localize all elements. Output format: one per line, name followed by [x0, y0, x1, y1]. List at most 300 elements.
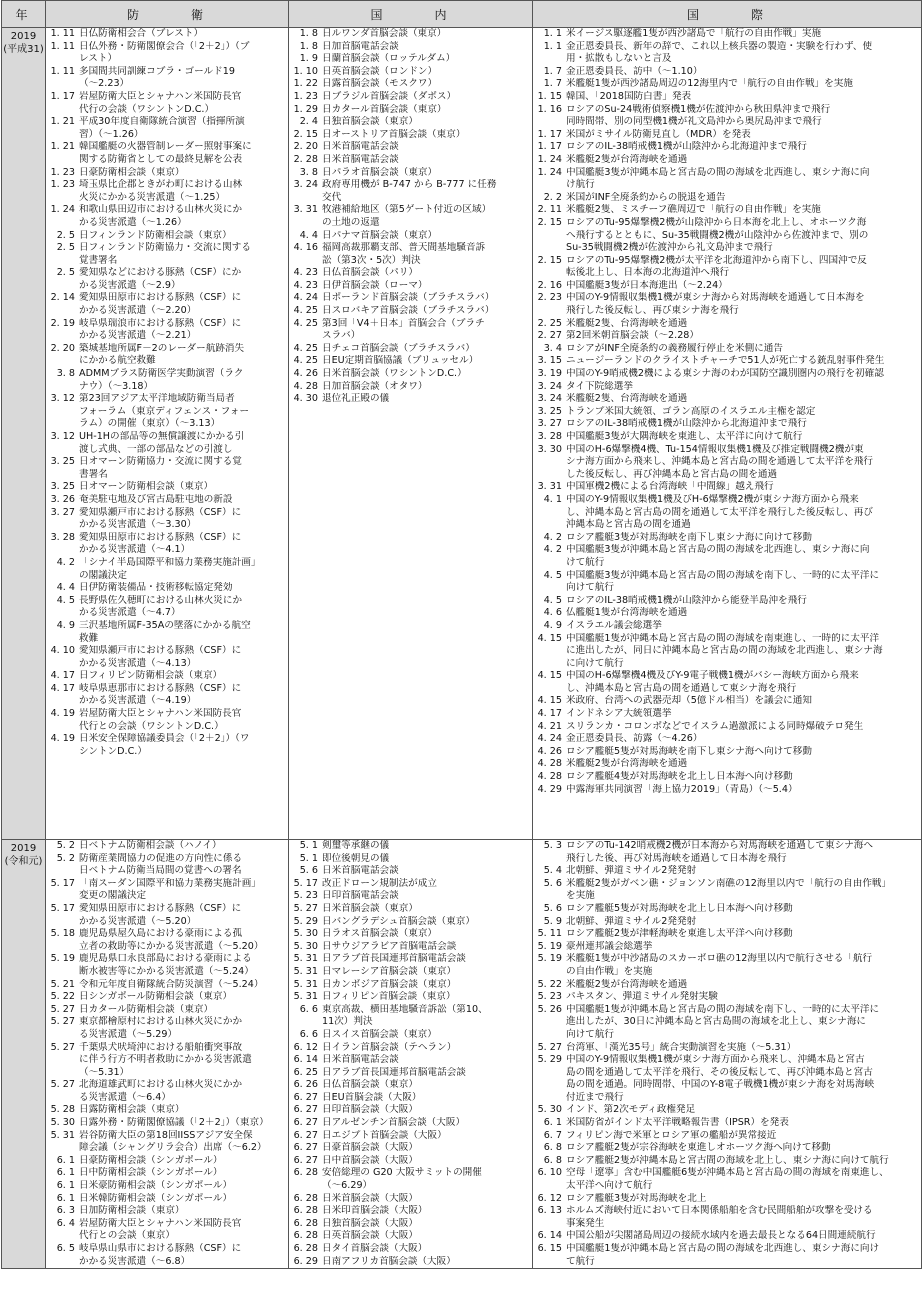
event-date: 6. 25: [293, 1066, 318, 1078]
event-text: ロシア艦艇5隻が対馬海峡を南下し東シナ海へ向けて移動: [566, 745, 812, 757]
event-text: 日サウジアラビア首脳電話会談: [322, 940, 457, 952]
event-entry: [533, 116, 921, 129]
event-entry: [46, 683, 288, 708]
event-entry: [46, 267, 288, 292]
event-text: 第3回「V4＋日本」首脳会合（ブラチ スラバ）: [322, 317, 485, 342]
event-text: 日アルゼンチン首脳会談（大阪）: [322, 1117, 466, 1129]
event-text: ロシア艦艇2隻が沖縄本島と宮古間の海域を北上し、東シナ海に向けて航行: [566, 1154, 889, 1166]
event-text: ロシアのTu-95爆撃機2機が山陰沖から日本海を北上し、オホーツク海 へ飛行するとともに、Su-35戦闘機2機が山陰沖から佐渡沖まで、別の Su-35戦闘機2機が佐渡沖から礼文島沖まで飛行: [566, 216, 869, 254]
event-date: 5. 2: [56, 852, 75, 864]
event-entry: [533, 903, 921, 916]
event-date: 2. 28: [293, 153, 318, 165]
event-date: 5. 27: [50, 1016, 75, 1028]
event-date: 6. 8: [543, 1154, 562, 1166]
event-date: 5. 6: [299, 865, 318, 877]
event-text: 第2回米朝首脳会談（～2.28）: [566, 330, 699, 342]
event-entry: [46, 167, 288, 180]
event-entry: [289, 1167, 532, 1192]
event-date: 1. 11: [50, 28, 75, 39]
event-entry: [46, 494, 288, 507]
event-entry: [533, 771, 921, 784]
event-entry: [289, 41, 532, 54]
event-entry: [533, 544, 921, 569]
event-text: 中国艦艇3隻が沖縄本島と宮古島の間の海域を南下し、一時的に太平洋に 向けて航行: [566, 569, 880, 594]
event-text: 中国のY-9情報収集機1機及びH-6爆撃機2機が東シナ海方面から飛来 し、沖縄本島と宮古島の間を通過して太平洋を飛行した後反転し、再び 沖縄本島と宮古島の間を通過: [566, 493, 873, 531]
event-text: ロシアがINF全廃条約の義務履行停止を米側に通告: [566, 342, 783, 354]
event-date: 6. 14: [537, 1230, 562, 1242]
event-entry: [289, 953, 532, 966]
event-entry: [46, 840, 288, 853]
event-date: 5. 17: [50, 902, 75, 914]
event-text: 日オマーン防衛相会談（東京）: [79, 481, 214, 493]
event-entry: [533, 1042, 921, 1055]
header-domestic: 国 内: [289, 1, 533, 28]
event-date: 5. 30: [50, 1117, 75, 1129]
event-date: 4. 15: [537, 670, 562, 682]
event-entry: [533, 1117, 921, 1130]
event-entry: [533, 368, 921, 381]
event-entry: [533, 444, 921, 482]
event-text: 中国艦艇3隻が沖縄本島と宮古島の間の海域を北西進し、東シナ海に向 けて航行: [566, 544, 870, 568]
event-entry: [289, 1230, 532, 1243]
event-text: 「南スーダン国際平和協力業務実施計画」 変更の閣議決定: [79, 877, 261, 902]
year-label: 2019: [10, 31, 37, 42]
event-date: 3. 27: [537, 418, 562, 430]
event-date: 6. 8: [543, 1142, 562, 1154]
header-international: 国 際: [533, 1, 922, 28]
event-entry: [533, 204, 921, 217]
event-date: 4. 9: [543, 619, 562, 631]
event-date: 1. 15: [537, 90, 562, 102]
event-entry: [533, 104, 921, 117]
event-entry: [533, 746, 921, 759]
event-entry: [533, 721, 921, 734]
event-date: 4. 28: [537, 771, 562, 783]
event-date: 6. 14: [293, 1054, 318, 1066]
event-date: 5. 23: [293, 890, 318, 902]
event-entry: [533, 941, 921, 954]
event-entry: [46, 532, 288, 557]
event-text: 日パラオ首脳会談（東京）: [322, 166, 438, 178]
event-entry: [46, 431, 288, 456]
event-entry: [533, 129, 921, 142]
event-text: 米艦艇2隻が台湾海峡を通過: [566, 758, 688, 770]
event-date: 6. 28: [293, 1205, 318, 1217]
event-text: 岩屋防衛大臣とシャナハン米国防長官 代行との会談（東京）: [79, 1217, 242, 1242]
era-label: (令和元): [4, 856, 43, 867]
event-text: 千葉県犬吠埼沖における船舶衝突事故 に伴う行方不明者救助にかかる災害派遣 （～5.31）: [79, 1041, 252, 1078]
event-text: 即位後朝見の儀: [322, 852, 390, 864]
event-date: 6. 7: [543, 1129, 562, 1141]
event-entry: [46, 91, 288, 116]
event-text: 防衛産業間協力の促進の方向性に係る 日ベトナム防衛当局間の覚書への署名: [79, 852, 243, 877]
event-text: 日EU首脳会談（大阪）: [322, 1091, 422, 1103]
event-date: 1. 7: [543, 78, 562, 90]
event-text: 仏艦艇1隻が台湾海峡を通過: [566, 607, 688, 619]
event-text: ホルムズ海峡付近において日本関係船舶を含む民間船舶が攻撃を受ける 事案発生: [566, 1205, 873, 1229]
event-text: 日米安全保障協議委員会（「2＋2」）（ワ シントンD.C.）: [79, 733, 250, 757]
event-entry: [289, 890, 532, 903]
event-date: 5. 30: [537, 1104, 562, 1116]
event-date: 6. 1: [543, 1117, 562, 1129]
header-defense: 防 衛: [46, 1, 289, 28]
event-entry: [289, 1117, 532, 1130]
international-events-cell: [533, 840, 922, 1269]
event-entry: [46, 1079, 288, 1104]
event-entry: [289, 966, 532, 979]
event-text: ロシア艦艇4隻が対馬海峡を北上し日本海へ向け移動: [566, 771, 793, 783]
event-text: 日露外務・防衛閣僚協議（「2＋2」）（東京）: [79, 1117, 269, 1129]
event-text: 鹿児島県口永良部島における豪雨による 断水被害等にかかる災害派遣（～5.24）: [79, 953, 254, 977]
event-date: 1. 24: [537, 153, 562, 165]
event-date: 5. 11: [537, 928, 562, 940]
event-date: 5. 27: [50, 1079, 75, 1091]
event-date: 5. 27: [293, 902, 318, 914]
event-text: スリランカ・コロンボなどでイスラム過激派による同時爆破テロ発生: [566, 720, 864, 732]
event-text: 岐阜県山県市における豚熱（CSF）に かかる災害派遣（～6.8）: [79, 1243, 242, 1267]
event-text: 日加首脳電話会談: [322, 40, 399, 52]
event-text: 改正ドローン規制法が成立: [322, 877, 437, 889]
event-entry: [289, 230, 532, 243]
event-text: ロシアのTu-142哨戒機2機が日本海から対馬海峡を通過して東シナ海へ 飛行した後、再び対馬海峡を通過して日本海を飛行: [566, 840, 873, 864]
event-text: 東京都檜原村における山林火災にかか る災害派遣（～5.29）: [79, 1016, 243, 1040]
event-date: 2. 20: [293, 141, 318, 153]
event-date: 1. 8: [299, 40, 318, 52]
event-date: 6. 28: [293, 1192, 318, 1204]
event-text: ロシア艦艇2隻が宗谷海峡を東進しオホーツク海へ向けて移動: [566, 1142, 831, 1154]
event-entry: [289, 1067, 532, 1080]
event-date: 2. 23: [537, 292, 562, 304]
event-text: 日中首脳会談（大阪）: [322, 1154, 418, 1166]
event-entry: [533, 570, 921, 595]
event-entry: [46, 1104, 288, 1117]
event-text: 豪州連邦議会総選挙: [566, 940, 653, 952]
event-date: 1. 22: [293, 78, 318, 90]
event-entry: [46, 179, 288, 204]
event-date: 5. 17: [293, 877, 318, 889]
event-date: 4. 19: [50, 733, 75, 745]
event-entry: [46, 1016, 288, 1041]
event-entry: [46, 953, 288, 978]
event-entry: [46, 1130, 288, 1155]
event-date: 1. 17: [50, 90, 75, 102]
event-text: 日ルワンダ首脳会談（東京）: [322, 28, 447, 39]
event-date: 5. 27: [537, 1041, 562, 1053]
event-date: 1. 23: [50, 166, 75, 178]
event-date: 1. 7: [543, 65, 562, 77]
event-date: 4. 17: [50, 670, 75, 682]
event-text: 日英首脳会談（ロンドン）: [322, 65, 438, 77]
event-date: 6. 27: [293, 1117, 318, 1129]
event-date: 1. 21: [50, 141, 75, 153]
event-entry: [289, 91, 532, 104]
event-date: 6. 28: [293, 1167, 318, 1179]
event-text: 日カタール首脳会談（東京）: [322, 103, 447, 115]
event-date: 2. 19: [50, 317, 75, 329]
event-date: 5. 22: [50, 991, 75, 1003]
event-entry: [533, 355, 921, 368]
event-entry: [46, 456, 288, 481]
event-text: 日ポーランド首脳会談（ブラチスラバ）: [322, 292, 495, 304]
event-entry: [46, 292, 288, 317]
event-date: 5. 22: [537, 978, 562, 990]
event-date: 3. 8: [56, 368, 75, 380]
event-entry: [533, 28, 921, 41]
event-date: 5. 31: [50, 1129, 75, 1141]
chronology-table: [1, 0, 922, 1269]
event-text: 米艦艇2隻が台湾海峡を通過: [566, 978, 688, 990]
event-date: 2. 15: [537, 216, 562, 228]
event-date: 3. 24: [537, 393, 562, 405]
event-date: 2. 25: [537, 317, 562, 329]
event-text: 日EU定期首脳協議（ブリュッセル）: [322, 355, 479, 367]
event-text: 中国艦艇3隻が沖縄本島と宮古島の間の海域を北西進し、東シナ海に向 け航行: [566, 166, 870, 191]
event-date: 5. 21: [50, 978, 75, 990]
event-text: インドネシア大統領選挙: [566, 708, 672, 720]
event-entry: [533, 1193, 921, 1206]
event-date: 6. 4: [56, 1217, 75, 1229]
event-text: イスラエル議会総選挙: [566, 619, 662, 631]
event-entry: [533, 532, 921, 545]
event-entry: [289, 292, 532, 305]
event-text: ロシア艦艇3隻が対馬海峡を北上: [566, 1192, 707, 1204]
event-text: 日露防衛相会談（東京）: [79, 1104, 185, 1116]
event-text: 米国防省がインド太平洋戦略報告書（IPSR）を発表: [566, 1117, 789, 1129]
event-entry: [289, 66, 532, 79]
event-date: 3. 15: [537, 355, 562, 367]
domestic-events-cell: [289, 28, 533, 840]
event-date: 6. 27: [293, 1129, 318, 1141]
event-entry: [46, 1004, 288, 1017]
event-text: 剣璽等承継の儀: [322, 840, 390, 851]
event-date: 5. 19: [537, 940, 562, 952]
event-date: 4. 17: [50, 682, 75, 694]
event-date: 4. 16: [293, 242, 318, 254]
event-text: 中国のY-9情報収集機1機が東シナ海から対馬海峡を通過して日本海を 飛行した後反転し、再び東シナ海を飛行: [566, 292, 865, 317]
event-date: 1. 1: [543, 28, 562, 39]
event-entry: [46, 66, 288, 91]
event-date: 2. 20: [50, 342, 75, 354]
event-date: 6. 1: [56, 1154, 75, 1166]
event-entry: [533, 280, 921, 293]
event-entry: [289, 318, 532, 343]
event-date: 4. 25: [293, 342, 318, 354]
event-text: 北朝鮮、弾道ミサイル2発発射: [566, 915, 697, 927]
event-entry: [46, 507, 288, 532]
event-entry: [46, 670, 288, 683]
event-entry: [289, 129, 532, 142]
event-entry: [46, 368, 288, 393]
event-text: 岩谷防衛大臣の第18回IISSアジア安全保 障会議（シャングリラ会合）出席（～6.2）: [79, 1129, 267, 1154]
event-entry: [533, 607, 921, 620]
event-date: 5. 30: [293, 928, 318, 940]
event-date: 1. 21: [50, 116, 75, 128]
event-text: 日カタール防衛相会談（東京）: [79, 1003, 214, 1015]
event-date: 4. 28: [537, 758, 562, 770]
event-date: 4. 5: [543, 594, 562, 606]
event-date: 5. 30: [293, 940, 318, 952]
event-entry: [533, 928, 921, 941]
event-entry: [289, 865, 532, 878]
event-text: 岩屋防衛大臣とシャナハン米国防長官 代行との会談（ワシントンD.C.）: [79, 708, 242, 732]
event-date: 2. 15: [293, 128, 318, 140]
event-date: 3. 27: [50, 506, 75, 518]
event-text: 韓国、「2018国防白書」発表: [566, 90, 692, 102]
event-date: 4. 2: [56, 556, 75, 568]
event-text: 東京高裁、横田基地騒音訴訟（第10、 11次）判決: [322, 1003, 488, 1028]
event-text: 米艦艇1隻が中沙諸島のスカーボロ礁の12海里以内で航行させる「航行 の自由作戦」を実施: [566, 953, 873, 977]
event-text: 日アラブ首長国連邦首脳電話会談: [322, 1066, 466, 1078]
event-date: 6. 26: [293, 1079, 318, 1091]
event-entry: [289, 116, 532, 129]
event-date: 6. 28: [293, 1230, 318, 1242]
event-text: 日米首脳電話会談: [322, 153, 399, 165]
event-date: 5. 6: [543, 877, 562, 889]
event-date: 4. 2: [543, 531, 562, 543]
event-entry: [46, 1205, 288, 1218]
event-date: 4. 25: [293, 355, 318, 367]
event-date: 5. 31: [293, 978, 318, 990]
event-entry: [289, 878, 532, 891]
event-text: ロシアのSu-24戦術偵察機1機が佐渡沖から秋田県沖まで飛行: [566, 103, 831, 115]
event-date: 3. 31: [537, 481, 562, 493]
event-entry: [289, 355, 532, 368]
event-date: 5. 29: [293, 915, 318, 927]
event-text: ロシア艦艇2隻が津軽海峡を東進し太平洋へ向け移動: [566, 928, 793, 940]
event-entry: [289, 1142, 532, 1155]
event-date: 6. 27: [293, 1104, 318, 1116]
event-entry: [533, 330, 921, 343]
event-text: 中国艦艇3隻が大隅海峡を東進し、太平洋に向けて航行: [566, 431, 803, 442]
event-entry: [46, 1155, 288, 1168]
event-date: 5. 26: [537, 1003, 562, 1015]
event-text: パキスタン、弾道ミサイル発射実験: [566, 991, 718, 1003]
event-text: 日加防衛相会談（東京）: [79, 1205, 185, 1217]
event-text: 日フィンランド防衛協力・交流に関する 覚書署名: [79, 242, 251, 266]
event-entry: [533, 1155, 921, 1168]
event-date: 6. 27: [293, 1091, 318, 1103]
event-entry: [289, 1104, 532, 1117]
event-date: 5. 19: [50, 953, 75, 965]
event-date: 5. 3: [543, 840, 562, 851]
event-text: 日ブラジル首脳会談（ダボス）: [322, 90, 457, 102]
event-date: 5. 4: [543, 865, 562, 877]
event-text: 愛知県田原市における豚熱（CSF）に かかる災害派遣（～5.20）: [79, 902, 242, 927]
event-entry: [46, 582, 288, 595]
event-entry: [46, 991, 288, 1004]
event-entry: [46, 1180, 288, 1193]
event-entry: [46, 343, 288, 368]
event-date: 6. 1: [56, 1192, 75, 1204]
event-date: 1. 17: [537, 141, 562, 153]
event-entry: [533, 916, 921, 929]
event-date: 2. 11: [537, 204, 562, 216]
event-entry: [289, 1193, 532, 1206]
event-date: 5. 23: [537, 991, 562, 1003]
event-date: 3. 28: [537, 431, 562, 442]
event-entry: [46, 620, 288, 645]
event-date: 5. 27: [50, 1041, 75, 1053]
event-entry: [289, 1130, 532, 1143]
event-date: 3. 12: [50, 393, 75, 405]
event-text: 中国軍機2機による台湾海峡「中間線」越え飛行: [566, 481, 774, 493]
event-text: 日米首脳会談（東京）: [322, 902, 418, 914]
event-entry: [533, 1004, 921, 1042]
event-date: 6. 12: [537, 1192, 562, 1204]
event-entry: [289, 78, 532, 91]
event-text: 令和元年度自衛隊統合防災演習（～5.24）: [79, 978, 264, 990]
event-entry: [533, 1243, 921, 1268]
event-date: 4. 4: [56, 582, 75, 594]
event-text: 日米韓防衛相会談（シンガポール）: [79, 1192, 233, 1204]
event-text: 日チェコ首脳会談（ブラチスラバ）: [322, 342, 475, 354]
event-text: 日フィンランド防衛相会談（東京）: [79, 229, 232, 241]
event-text: 米艦艇2隻が台湾海峡を通過: [566, 153, 688, 165]
event-text: 日エジプト首脳会談（大阪）: [322, 1129, 447, 1141]
event-entry: [289, 916, 532, 929]
event-text: 中国艦艇1隻が沖縄本島と宮古島の間の海域を南下し、一時的に太平洋に 進出したが、30日に沖縄本島と宮古島間の海域を北上し、東シナ海に 向けて航行: [566, 1003, 880, 1040]
event-text: 空母「遼寧」含む中国艦艇6隻が沖縄本島と宮古島の間の海域を南東進し、 太平洋へ向けて航行: [566, 1167, 889, 1192]
event-text: 福岡高裁那覇支部、普天間基地騒音訴 訟（第3次・5次）判決: [322, 242, 486, 266]
event-date: 4. 23: [293, 279, 318, 291]
event-entry: [289, 104, 532, 117]
event-text: 北海道雄武町における山林火災にかか る災害派遣（～6.4）: [79, 1079, 243, 1103]
event-date: 1. 9: [299, 53, 318, 65]
event-entry: [289, 840, 532, 853]
event-date: 4. 17: [537, 708, 562, 720]
event-date: 1. 11: [50, 65, 75, 77]
event-entry: [46, 28, 288, 41]
event-text: 日フィリピン防衛相会談（東京）: [79, 670, 223, 682]
event-text: 日バングラデシュ首脳会談（東京）: [322, 915, 475, 927]
event-date: 4. 19: [50, 708, 75, 720]
event-date: 2. 4: [299, 116, 318, 128]
event-entry: [46, 41, 288, 66]
event-date: 5. 28: [50, 1104, 75, 1116]
event-text: 日露首脳会談（モスクワ）: [322, 78, 438, 90]
event-entry: [46, 230, 288, 243]
event-text: 日伊防衛装備品・技術移転協定発効: [79, 582, 233, 594]
event-text: 三沢基地所属F-35Aの墜落にかかる航空 救難: [79, 619, 251, 644]
event-entry: [533, 381, 921, 394]
event-text: 米国がINF全廃条約からの脱退を通告: [566, 191, 726, 203]
event-text: 中国艦艇3隻が日本海進出（～2.24）: [566, 279, 728, 291]
event-text: ADMMプラス防衛医学実動演習（ラク ナウ）（～3.18）: [79, 368, 244, 392]
event-entry: [46, 1243, 288, 1268]
event-entry: [533, 255, 921, 280]
event-date: 1. 24: [537, 166, 562, 178]
event-entry: [533, 1167, 921, 1192]
event-text: ロシアのIL-38哨戒機1機が山陰沖から北海道沖まで飛行: [566, 141, 807, 153]
event-entry: [289, 979, 532, 992]
event-date: 3. 25: [50, 456, 75, 468]
event-date: 6. 6: [299, 1003, 318, 1015]
event-text: 日フィリピン首脳会談（東京）: [322, 991, 456, 1003]
event-date: 4. 23: [293, 267, 318, 279]
event-text: 奄美駐屯地及び宮古島駐屯地の新設: [79, 493, 233, 505]
event-entry: [289, 280, 532, 293]
event-date: 2. 27: [537, 330, 562, 342]
event-text: 日仏防衛相会合（ブレスト）: [79, 28, 204, 39]
event-entry: [533, 292, 921, 317]
event-text: 日蘭首脳会談（ロッテルダム）: [322, 53, 456, 65]
event-entry: [46, 141, 288, 166]
event-entry: [533, 1205, 921, 1230]
event-date: 6. 28: [293, 1217, 318, 1229]
event-entry: [46, 1117, 288, 1130]
event-entry: [289, 393, 532, 406]
year-cell: [2, 28, 46, 840]
